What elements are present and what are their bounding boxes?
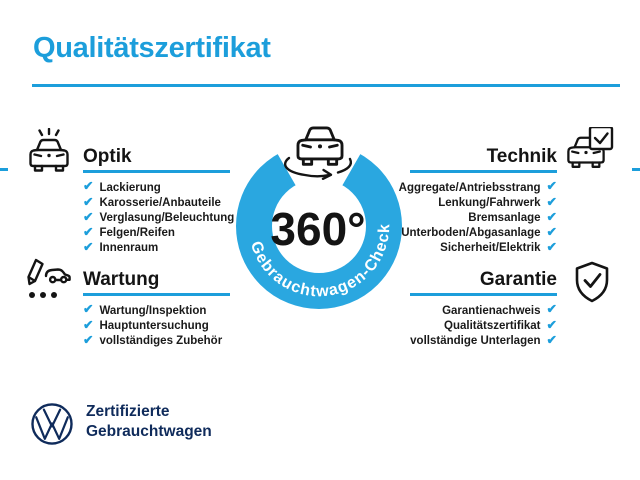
check-item-label: Unterboden/Abgasanlage: [401, 227, 541, 240]
check-icon: ✔: [83, 224, 94, 239]
check-item-label: Verglasung/Beleuchtung: [99, 211, 235, 224]
check-icon: ✔: [546, 194, 557, 209]
section-heading: Wartung: [83, 269, 160, 290]
shield-check-icon: [574, 261, 610, 303]
edge-tick-right: [632, 168, 640, 171]
check-item-label: Wartung/Inspektion: [99, 304, 207, 317]
section-rule: [410, 293, 557, 296]
check-icon: ✔: [83, 194, 94, 209]
check-icon: ✔: [83, 332, 94, 347]
check-item-label: Sicherheit/Elektrik: [440, 242, 541, 255]
section-rule: [83, 293, 230, 296]
check-icon: ✔: [546, 317, 557, 332]
check-icon: ✔: [546, 179, 557, 194]
car-checkbox-icon: [563, 127, 615, 173]
degree-label: 360°: [270, 203, 366, 255]
footer-line1: Zertifizierte: [86, 403, 170, 420]
section-heading: Optik: [83, 146, 132, 167]
check-item-label: vollständiges Zubehör: [99, 334, 223, 347]
check-item-label: Qualitätszertifikat: [444, 319, 541, 332]
footer-brand-text: [86, 402, 212, 441]
check-item-label: Bremsanlage: [468, 211, 541, 224]
center-emblem: [226, 120, 414, 320]
volkswagen-logo: [30, 402, 74, 451]
car-360-rotation-icon: [298, 128, 342, 164]
check-icon: ✔: [546, 240, 557, 255]
check-item-label: Garantienachweis: [442, 304, 541, 317]
check-item-label: vollständige Unterlagen: [410, 334, 541, 347]
check-icon: ✔: [83, 179, 94, 194]
check-item-label: Lenkung/Fahrwerk: [438, 196, 541, 209]
check-icon: ✔: [546, 332, 557, 347]
check-item: [83, 333, 255, 348]
check-item: [385, 318, 557, 333]
check-item-label: Aggregate/Antriebsstrang: [398, 181, 541, 194]
section-rule: [410, 170, 557, 173]
section-heading: Garantie: [479, 269, 557, 290]
footer-line2: Gebrauchtwagen: [86, 422, 212, 440]
check-item-label: Felgen/Reifen: [99, 227, 175, 240]
page-title: Qualitätszertifikat: [33, 32, 271, 64]
ring-label: Gebrauchtwagen-Check: [246, 223, 394, 301]
section-heading: Technik: [486, 146, 557, 167]
check-item-label: Innenraum: [99, 242, 159, 255]
check-icon: ✔: [546, 224, 557, 239]
check-item-label: Hauptuntersuchung: [99, 319, 209, 332]
check-item-label: Karosserie/Anbauteile: [99, 196, 221, 209]
pen-checklist-car-icon: [23, 257, 73, 303]
title-divider: [32, 84, 620, 87]
edge-tick-left: [0, 168, 8, 171]
car-front-shine-icon: [25, 128, 73, 178]
check-item-label: Lackierung: [99, 181, 161, 194]
check-icon: ✔: [83, 317, 94, 332]
check-item: [385, 333, 557, 348]
check-icon: ✔: [83, 240, 94, 255]
check-icon: ✔: [83, 302, 94, 317]
check-item: [83, 318, 255, 333]
section-rule: [83, 170, 230, 173]
check-icon: ✔: [83, 209, 94, 224]
check-icon: ✔: [546, 302, 557, 317]
check-icon: ✔: [546, 209, 557, 224]
